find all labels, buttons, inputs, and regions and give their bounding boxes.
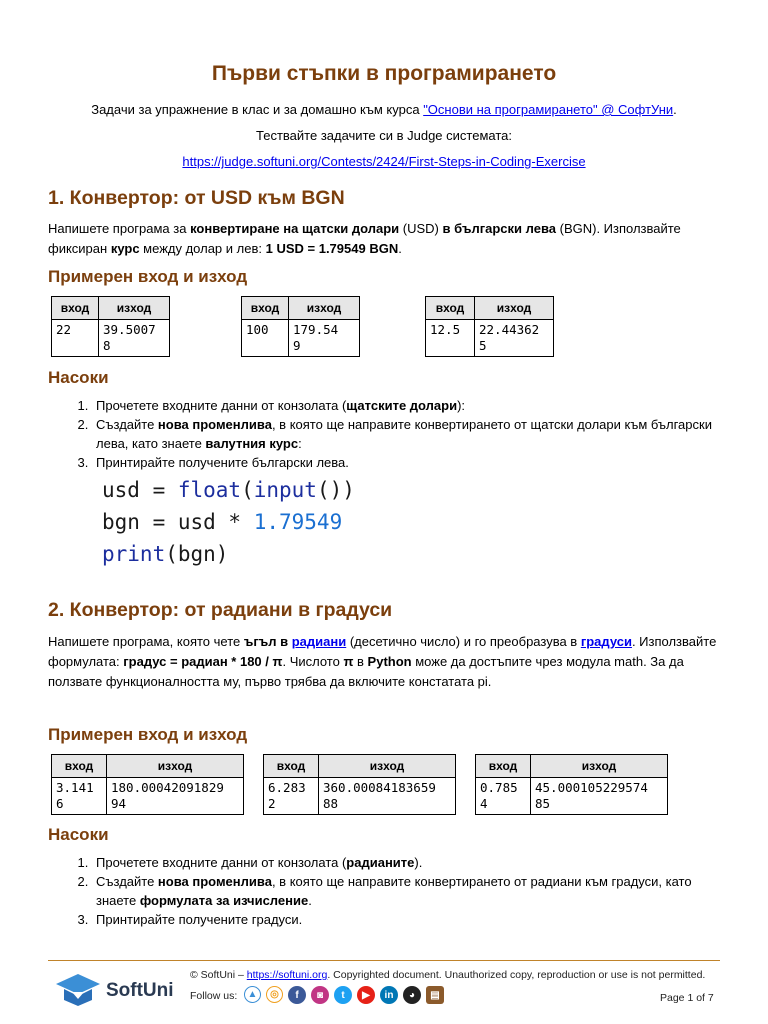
- list-item: 1. Прочетете входните данни от конзолата (щатските долари):: [92, 396, 732, 415]
- linkedin-icon[interactable]: in: [380, 986, 398, 1004]
- example-table-6: вход изход 0.785 4 45.000105229574 85: [475, 754, 668, 815]
- section1-examples-heading: Примерен вход и изход: [48, 267, 248, 286]
- shop-icon[interactable]: ▤: [426, 986, 444, 1004]
- section2-hints-list: [48, 853, 732, 929]
- course-link[interactable]: "Основи на програмирането" @ СофтУни: [423, 102, 674, 117]
- judge-link[interactable]: https://judge.softuni.org/Contests/2424/First-Steps-in-Coding-Exercise: [182, 154, 586, 169]
- list-item: 2. Създайте нова променлива, в която ще направите конвертирането от щатски долари към български лева, като знаете валутния курс:: [92, 415, 732, 453]
- radians-link[interactable]: радиани: [291, 634, 347, 649]
- example-table-5: вход изход 6.283 2 360.00084183659 88: [263, 754, 456, 815]
- twitter-icon[interactable]: t: [334, 986, 352, 1004]
- softuni-link[interactable]: https://softuni.org: [246, 969, 328, 981]
- youtube-icon[interactable]: ▶: [357, 986, 375, 1004]
- section1-description: Напишете програма за конвертиране на щатски долари (USD) в български лева (BGN). Използвайте фиксиран курс между долар и лев: 1 USD = 1.79549 BGN.: [48, 221, 681, 256]
- judge-text: Тествайте задачите си в Judge системата:: [256, 128, 512, 143]
- intro-line: Задачи за упражнение в клас и за домашно към курса "Основи на програмирането" @ СофтУни.: [91, 102, 677, 117]
- facebook-icon[interactable]: f: [288, 986, 306, 1004]
- list-item: 1. Прочетете входните данни от конзолата (радианите).: [92, 853, 732, 872]
- page-title: Първи стъпки в програмирането: [211, 62, 557, 85]
- footer-logo-text: SoftUni: [106, 980, 174, 1001]
- code-block: usd = float(input()) bgn = usd * 1.79549 print(bgn): [102, 478, 355, 566]
- softuni-creative-icon[interactable]: ◎: [266, 986, 283, 1003]
- section1-hints-heading: Насоки: [48, 368, 109, 387]
- softuni-logo-icon: [52, 970, 104, 1010]
- section1-heading: 1. Конвертор: от USD към BGN: [48, 187, 345, 209]
- follow-label: Follow us:: [190, 990, 238, 1002]
- example-table-4: вход изход 3.141 6 180.00042091829 94: [51, 754, 244, 815]
- section1-hints-list: [48, 396, 732, 472]
- degrees-link[interactable]: градуси: [580, 634, 632, 649]
- list-item: 3. Принтирайте получените български лева.: [92, 453, 732, 472]
- example-table-1: вход изход 22 39.5007 8: [51, 296, 170, 357]
- social-icons: [244, 986, 444, 1004]
- copyright: © SoftUni – https://softuni.org. Copyrighted document. Unauthorized copy, reproduction or use is not permitted.: [190, 969, 706, 981]
- instagram-icon[interactable]: ◙: [311, 986, 329, 1004]
- section2-description: Напишете програма, която чете ъгъл в радиани (десетично число) и го преобразува в градуси. Използвайте формулата: градус = радиан * 180 / π. Числото π в Python може да достъпите чрез модула math. За да ползвате функционалността му, първо трябва да включите констатата pi.: [48, 634, 717, 689]
- footer-divider: [48, 960, 720, 961]
- example-table-2: вход изход 100 179.54 9: [241, 296, 360, 357]
- example-table-3: вход изход 12.5 22.44362 5: [425, 296, 554, 357]
- section2-hints-heading: Насоки: [48, 825, 109, 844]
- list-item: 2. Създайте нова променлива, в която ще направите конвертирането от радиани към градуси, като знаете формулата за изчисление.: [92, 872, 732, 910]
- list-item: 3. Принтирайте получените градуси.: [92, 910, 732, 929]
- section2-heading: 2. Конвертор: от радиани в градуси: [48, 599, 393, 621]
- softuni-icon[interactable]: ▲: [244, 986, 261, 1003]
- page-number: Page 1 of 7: [660, 992, 714, 1004]
- github-icon[interactable]: ◕: [403, 986, 421, 1004]
- section2-examples-heading: Примерен вход и изход: [48, 725, 248, 744]
